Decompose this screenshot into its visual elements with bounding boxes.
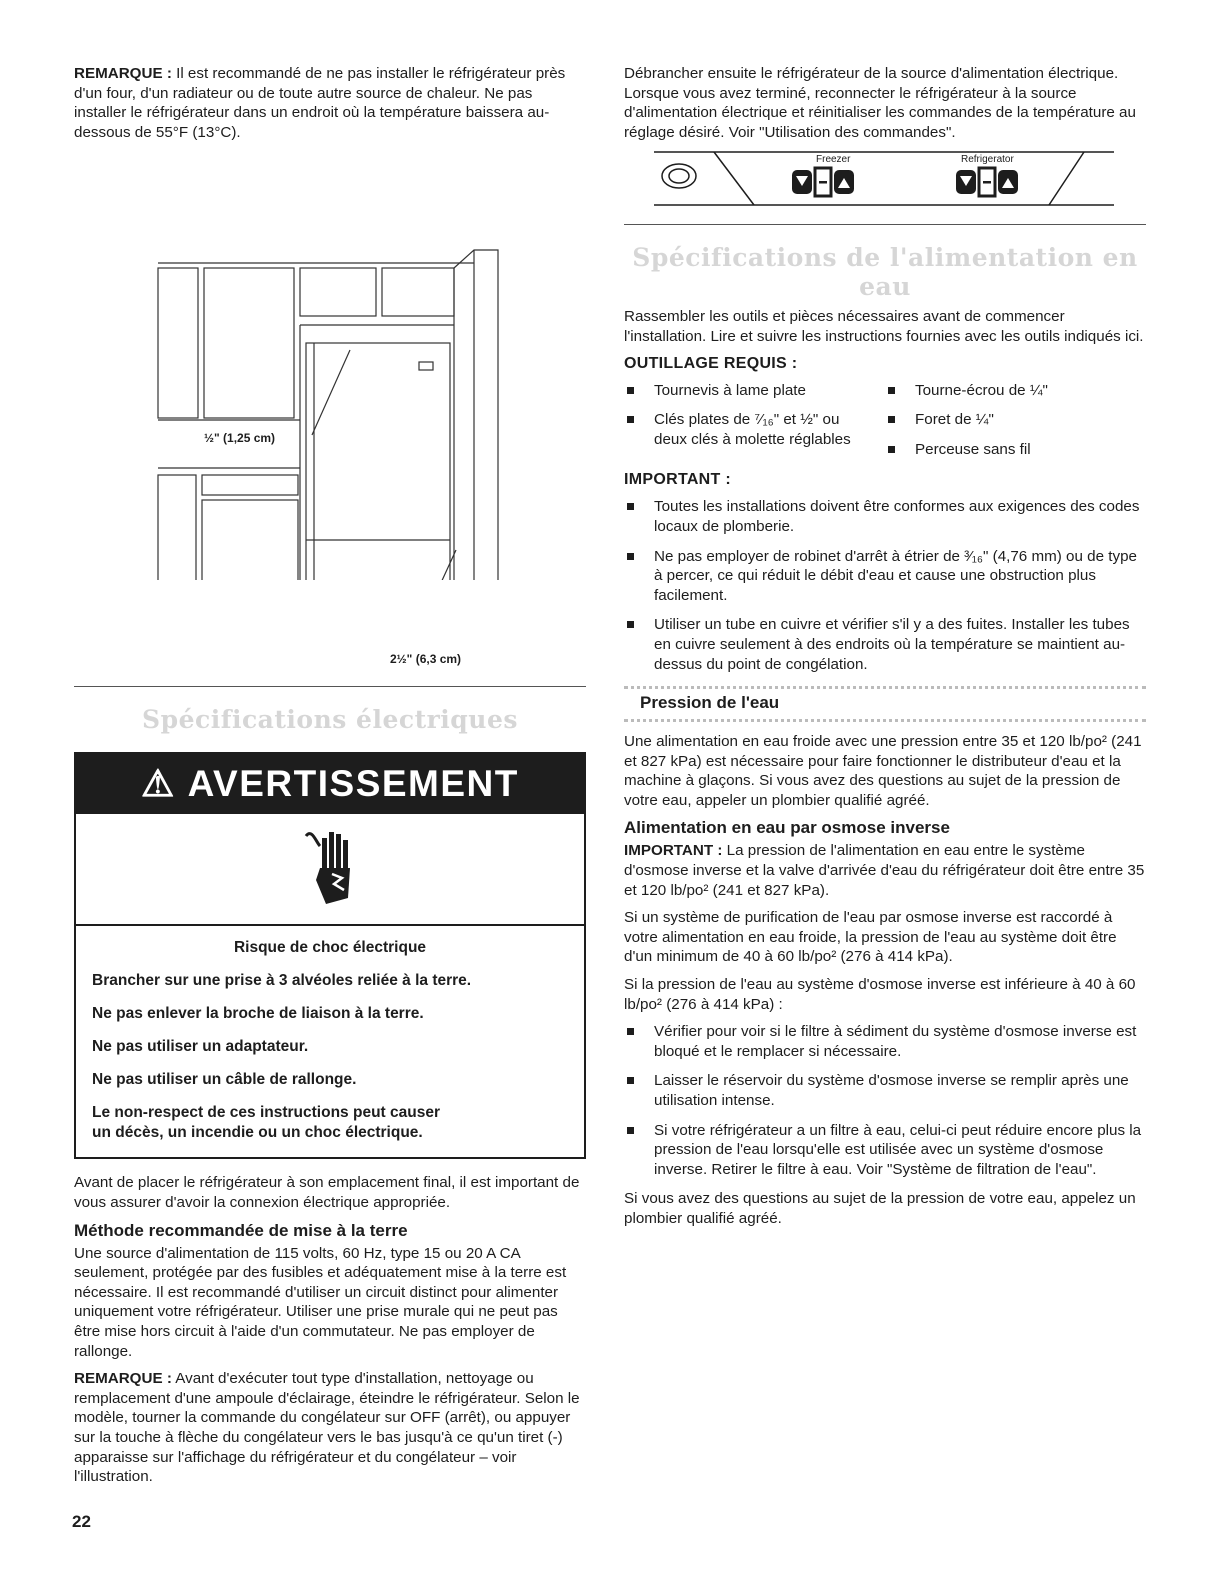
control-panel-drawing	[624, 150, 1146, 214]
paragraph-osmose-2: Si la pression de l'eau au système d'osmose inverse est inférieure à 40 à 60 lb/po² (276 à 414 kPa) :	[624, 976, 1136, 1013]
important-list	[624, 497, 1146, 674]
paragraph-rassembler: Rassembler les outils et pièces nécessaires avant de commencer l'installation. Lire et suivre les instructions fournies avec les outils indiqués ici.	[624, 308, 1144, 345]
warning-line-2: Ne pas enlever la broche de liaison à la terre.	[92, 1005, 424, 1023]
heading-pression: Pression de l'eau	[624, 686, 1146, 722]
osmose-list	[624, 1022, 1146, 1179]
heading-osmose: Alimentation en eau par osmose inverse	[624, 818, 950, 838]
label-important: IMPORTANT :	[624, 471, 731, 489]
heading-methode: Méthode recommandée de mise à la terre	[74, 1220, 408, 1240]
tools-list	[624, 381, 1146, 470]
section-title-eau: Spécifications de l'alimentation en eau	[632, 243, 1138, 302]
list-item: Utiliser un tube en cuivre et vérifier s'il y a des fuites. Installer les tubes en cuivre seulement à des endroits où la température se maintient au-dessus du point de congélation.	[624, 615, 1146, 674]
dimension-bottom-label: 2½" (6,3 cm)	[390, 652, 462, 667]
paragraph-debrancher: Débrancher ensuite le réfrigérateur de la source d'alimentation électrique. Lorsque vous avez terminé, reconnecter le réfrigérateur à la source d'alimentation électrique et réinitialiser les commandes de la température au réglage désiré. Voir "Utilisation des commandes".	[624, 65, 1136, 141]
right-column	[624, 64, 1146, 1237]
warning-line-5: Le non-respect de ces instructions peut causer un décès, un incendie ou un choc électrique.	[92, 1104, 440, 1142]
tools-list-left	[624, 381, 885, 470]
panel-label-freezer: Freezer	[816, 154, 851, 166]
warning-line-4: Ne pas utiliser un câble de rallonge.	[92, 1071, 357, 1089]
section-title-electrique: Spécifications électriques	[142, 705, 518, 735]
dimension-top-label: ½" (1,25 cm)	[204, 431, 276, 446]
warning-triangle-icon: ⚠	[141, 763, 176, 805]
remarque-chaleur: REMARQUE : Il est recommandé de ne pas installer le réfrigérateur près d'un four, d'un radiateur ou de toute autre source de chaleur. Ne pas installer le réfrigérateur dans un endroit où la température baissera au-dessous de 55°F (13°C).	[74, 65, 566, 141]
list-item: Tourne-écrou de ¼"	[885, 381, 1146, 401]
installation-diagram	[74, 150, 586, 667]
warning-line-3: Ne pas utiliser un adaptateur.	[92, 1038, 309, 1056]
control-panel-illustration	[624, 150, 1146, 214]
list-item: Foret de ¼"	[885, 410, 1146, 430]
list-item: Vérifier pour voir si le filtre à sédiment du système d'osmose inverse est bloqué et le remplacer si nécessaire.	[624, 1022, 1146, 1061]
warning-risk: Risque de choc électrique	[233, 939, 427, 957]
panel-label-refrigerator: Refrigerator	[961, 154, 1014, 166]
warning-body	[76, 926, 584, 1157]
tools-list-right	[885, 381, 1146, 470]
electric-shock-hand-icon	[302, 824, 362, 914]
label-outillage: OUTILLAGE REQUIS :	[624, 354, 798, 372]
list-item: Ne pas employer de robinet d'arrêt à étrier de ³⁄₁₆" (4,76 mm) ou de type à percer, ce qui réduit le débit d'eau et cause une obstruction plus facilement.	[624, 547, 1146, 606]
list-item: Perceuse sans fil	[885, 440, 1146, 460]
paragraph-osmose-1: Si un système de purification de l'eau par osmose inverse est raccordé à votre alimentation en eau froide, la pression de l'eau au système doit être d'un minimum de 40 à 60 lb/po² (276 à 414 kPa).	[624, 909, 1117, 966]
cabinet-clearance-diagram	[74, 150, 586, 580]
paragraph-pression: Une alimentation en eau froide avec une pression entre 35 et 120 lb/po² (241 et 827 kPa) est nécessaire pour faire fonctionner le distributeur d'eau et la machine à glaçons. Si vous avez des questions au sujet de la pression de votre eau, appeler un plombier qualifié agréé.	[624, 733, 1142, 809]
remarque-installation: REMARQUE : Avant d'exécuter tout type d'installation, nettoyage ou remplacement d'une ampoule d'éclairage, éteindre le réfrigérateur. Selon le modèle, tourner la commande du congélateur sur OFF (arrêt), ou appuyer sur la touche à flèche du congélateur vers le bas jusqu'à ce qu'un tiret (-) apparaisse sur l'affichage du réfrigérateur et du congélateur – voir l'illustration.	[74, 1370, 580, 1486]
page-number: 22	[72, 1512, 91, 1531]
divider-right	[624, 224, 1146, 225]
paragraph-final: Si vous avez des questions au sujet de la pression de votre eau, appelez un plombier qualifié agréé.	[624, 1190, 1136, 1227]
left-column	[74, 64, 586, 1495]
paragraph-avant: Avant de placer le réfrigérateur à son emplacement final, il est important de vous assurer d'avoir la connexion électrique appropriée.	[74, 1174, 580, 1211]
paragraph-osmose-important: IMPORTANT : La pression de l'alimentation en eau entre le système d'osmose inverse et la valve d'arrivée d'eau du réfrigérateur doit être entre 35 et 120 lb/po² (241 et 827 kPa).	[624, 842, 1145, 899]
list-item: Tournevis à lame plate	[624, 381, 885, 401]
warning-header: ⚠ AVERTISSEMENT	[76, 754, 584, 814]
list-item: Si votre réfrigérateur a un filtre à eau, celui-ci peut réduire encore plus la pression de l'eau lorsqu'elle est utilisée avec un système d'osmose inverse. Retirer le filtre à eau. Voir "Système de filtration de l'eau".	[624, 1121, 1146, 1180]
divider-left	[74, 686, 586, 687]
list-item: Laisser le réservoir du système d'osmose inverse se remplir après une utilisation intense.	[624, 1071, 1146, 1110]
list-item: Clés plates de ⁷⁄₁₆" et ½" ou deux clés à molette réglables	[624, 410, 885, 449]
warning-box	[74, 752, 586, 1159]
warning-icon-area	[76, 814, 584, 926]
warning-line-1: Brancher sur une prise à 3 alvéoles reliée à la terre.	[92, 972, 472, 990]
paragraph-methode: Une source d'alimentation de 115 volts, 60 Hz, type 15 ou 20 A CA seulement, protégée par des fusibles et adéquatement mise à la terre est nécessaire. Il est recommandé d'utiliser un circuit distinct pour alimenter uniquement votre réfrigérateur. Utiliser une prise murale qui ne peut pas être mise hors circuit à l'aide d'un commutateur. Ne pas employer de rallonge.	[74, 1244, 567, 1360]
list-item: Toutes les installations doivent être conformes aux exigences des codes locaux de plomberie.	[624, 497, 1146, 536]
